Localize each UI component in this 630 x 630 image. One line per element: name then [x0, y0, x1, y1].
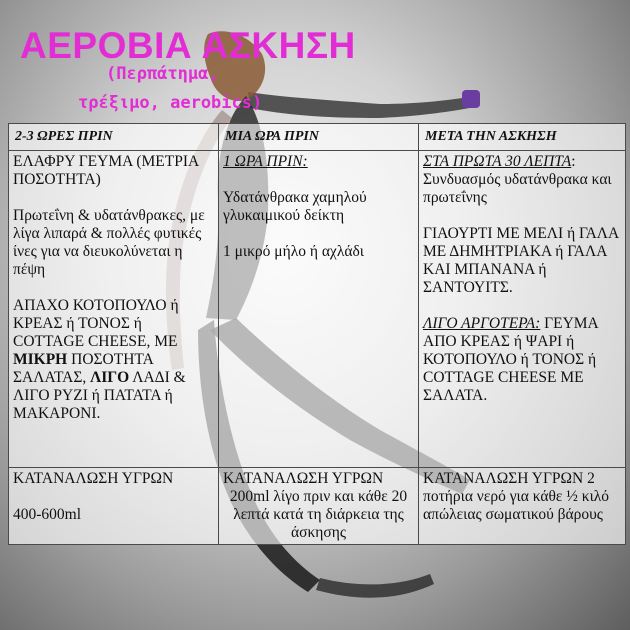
nutrition-table [8, 123, 626, 545]
emphasis-little: ΛΙΓΟ [90, 369, 130, 386]
post-exercise-later: ΛΙΓΟ ΑΡΓΟΤΕΡΑ: ΓΕΥΜΑ ΑΠΟ ΚΡΕΑΣ ή ΨΑΡΙ ή ΚΟΤΟΠΟΥΛΟ ή ΤΟΝΟΣ ή COTTAGE CHEESE ΜΕ ΣΑΛΑΤΑ. [423, 315, 598, 404]
table-row [9, 468, 626, 545]
fluids-amount: 200ml λίγο πριν και κάθε 20 λεπτά κατά τη διάρκεια της άσκησης [229, 488, 408, 541]
post-exercise-first: ΣΤΑ ΠΡΩΤΑ 30 ΛΕΠΤΑ: Συνδυασμός υδατάνθρακα και πρωτεΐνης [423, 153, 612, 206]
table-cell [9, 468, 219, 545]
subtitle-line-2: τρέξιμο, aerobics) [78, 93, 263, 113]
time-label: ΣΤΑ ΠΡΩΤΑ 30 ΛΕΠΤΑ [423, 153, 572, 170]
dancer-foot [316, 574, 434, 598]
meal-options: ΑΠΑΧΟ ΚΟΤΟΠΟΥΛΟ ή ΚΡΕΑΣ ή ΤΟΝΟΣ ή COTTAGE CHEESE, ΜΕ ΜΙΚΡΗ ΠΟΣΟΤΗΤΑ ΣΑΛΑΤΑΣ, ΛΙΓΟ ΛΑΔΙ & ΛΙΓΟ ΡΥΖΙ ή ΠΑΤΑΤΑ ή ΜΑΚΑΡΟΝΙ. [13, 297, 186, 422]
fluids-amount: ΚΑΤΑΝΑΛΩΣΗ ΥΓΡΩΝ 2 ποτήρια νερό για κάθε ½ κιλό απώλειας σωματικού βάρους [423, 470, 610, 523]
meal-heading: ΕΛΑΦΡΥ ΓΕΥΜΑ (ΜΕΤΡΙΑ ΠΟΣΟΤΗΤΑ) [13, 153, 199, 188]
page-title: ΑΕΡΟΒΙΑ ΑΣΚΗΣΗ [20, 25, 356, 66]
carb-description: Υδατάνθρακα χαμηλού γλυκαιμικού δείκτη [223, 189, 367, 224]
fluids-amount: 400-600ml [13, 506, 82, 523]
table-cell [419, 468, 626, 545]
column-header: 2-3 ΩΡΕΣ ΠΡΙΝ [9, 124, 219, 151]
table-cell [9, 151, 219, 468]
fluids-heading: ΚΑΤΑΝΑΛΩΣΗ ΥΓΡΩΝ [223, 470, 384, 487]
table-cell [219, 151, 419, 468]
fluids-heading: ΚΑΤΑΝΑΛΩΣΗ ΥΓΡΩΝ [13, 470, 174, 487]
time-label: ΛΙΓΟ ΑΡΓΟΤΕΡΑ: [423, 315, 541, 332]
table-row [9, 151, 626, 468]
dancer-arm-right [248, 92, 480, 118]
wristband [462, 90, 480, 108]
table-cell [219, 468, 419, 545]
table-cell [419, 151, 626, 468]
snack-option: 1 μικρό μήλο ή αχλάδι [223, 243, 364, 260]
subtitle-line-1: (Περπάτημα, [106, 64, 219, 84]
emphasis-small: ΜΙΚΡΗ [13, 351, 68, 368]
post-exercise-options: ΓΙΑΟΥΡΤΙ ΜΕ ΜΕΛΙ ή ΓΑΛΑ ΜΕ ΔΗΜΗΤΡΙΑΚΑ ή ΓΑΛΑ ΚΑΙ ΜΠΑΝΑΝΑ ή ΣΑΝΤΟΥΙΤΣ. [423, 225, 619, 296]
time-label: 1 ΩΡΑ ΠΡΙΝ: [223, 153, 308, 170]
table-header-row [9, 124, 626, 151]
column-header: ΜΕΤΑ ΤΗΝ ΑΣΚΗΣΗ [419, 124, 626, 151]
column-header: ΜΙΑ ΩΡΑ ΠΡΙΝ [219, 124, 419, 151]
meal-description: Πρωτεΐνη & υδατάνθρακες, με λίγα λιπαρά & πολλές φυτικές ίνες για να διευκολύνεται η πέψη [13, 207, 205, 278]
